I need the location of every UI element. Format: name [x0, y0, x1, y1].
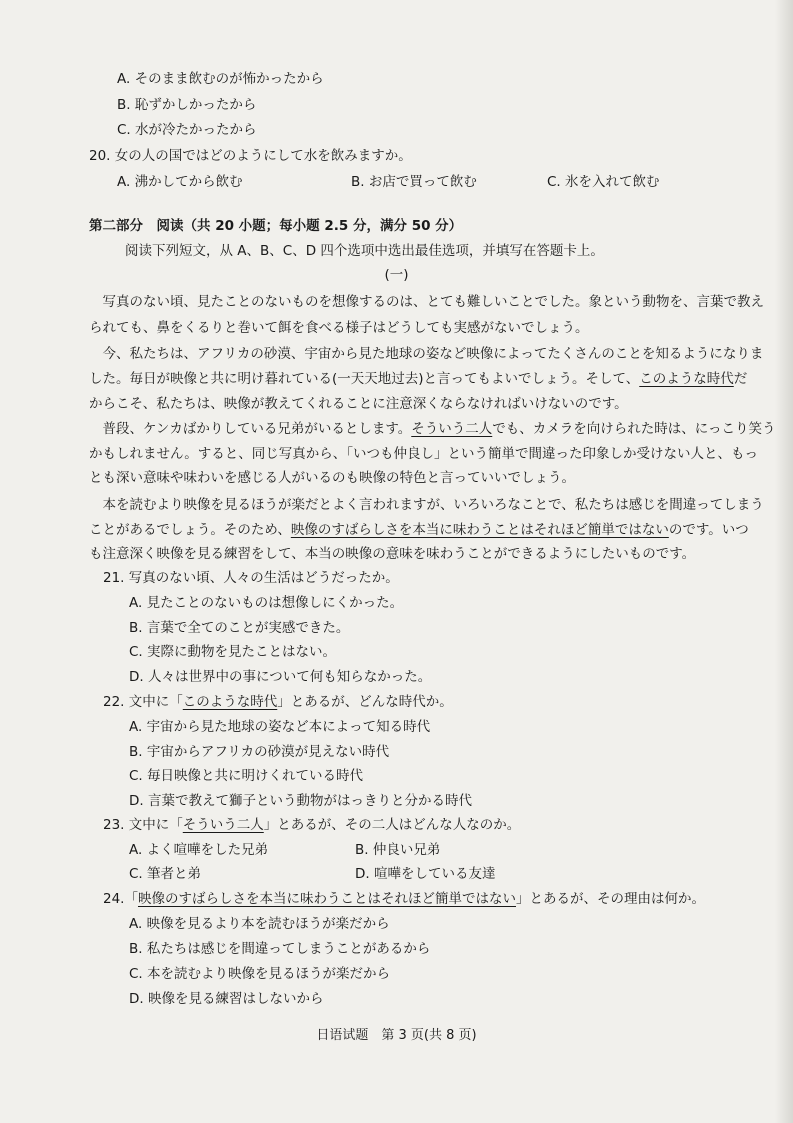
underlined-phrase-this-era: このような時代 — [639, 371, 734, 387]
passage-line: かもしれません。すると、同じ写真から、「いつも仲良し」という簡単で間違った印象しか受けない人と、もっ — [89, 446, 759, 462]
q23-option-a: A. よく喧嘩をした兄弟 — [129, 842, 269, 858]
q20-option-c: C. 氷を入れて飲む — [547, 174, 660, 190]
passage-text: のです。いつ — [668, 522, 749, 538]
q22-option-a: A. 宇宙から見た地球の姿など本によって知る時代 — [129, 719, 431, 735]
q21-option-d: D. 人々は世界中の事について何も知らなかった。 — [129, 669, 432, 685]
passage-text: 普段、ケンカばかりしている兄弟がいるとします。 — [89, 421, 412, 437]
q24-stem-text: 」とあるが、その理由は何か。 — [515, 891, 705, 907]
q23-stem-text: 」とあるが、その二人はどんな人なのか。 — [263, 817, 521, 833]
q19-option-c: C. 水が冷たかったから — [117, 122, 257, 138]
q23-stem — [103, 816, 520, 834]
q20-option-b: B. お店で買って飲む — [351, 174, 477, 190]
q23-option-c: C. 筆者と弟 — [129, 866, 202, 882]
q23-option-b: B. 仲良い兄弟 — [355, 842, 441, 858]
q24-option-a: A. 映像を見るより本を読むほうが楽だから — [129, 916, 390, 932]
passage-line — [89, 370, 747, 388]
passage-text: ことがあるでしょう。そのため、 — [89, 522, 291, 538]
passage-text: でも、カメラを向けられた時は、にっこり笑う — [492, 421, 776, 437]
q23-underlined: そういう二人 — [182, 817, 264, 833]
page-edge-shadow — [775, 0, 793, 1123]
passage-text: だ — [733, 371, 748, 387]
q21-stem: 21. 写真のない頃、人々の生活はどうだったか。 — [103, 570, 399, 586]
passage-line: からこそ、私たちは、映像が教えてくれることに注意深くならなければいけないのです。 — [89, 396, 628, 412]
q23-stem-text: 23. 文中に「 — [103, 817, 183, 833]
passage-line — [89, 420, 775, 438]
underlined-phrase-not-easy: 映像のすばらしさを本当に味わうことはそれほど簡単ではない — [290, 522, 669, 538]
q19-option-a: A. そのまま飲むのが怖かったから — [117, 71, 324, 87]
q19-option-b: B. 恥ずかしかったから — [117, 97, 257, 113]
passage-line: 写真のない頃、見たことのないものを想像するのは、とても難しいことでした。象という動物を、言葉で教え — [89, 294, 764, 310]
q24-stem-text: 24.「 — [103, 891, 138, 907]
q22-stem-text: 」とあるが、どんな時代か。 — [277, 694, 453, 710]
q24-option-b: B. 私たちは感じを間違ってしまうことがあるから — [129, 941, 431, 957]
section-instruction: 阅读下列短文，从 A、B、C、D 四个选项中选出最佳选项，并填写在答题卡上。 — [125, 243, 604, 259]
q21-option-a: A. 見たことのないものは想像しにくかった。 — [129, 595, 404, 611]
passage-line — [89, 521, 749, 539]
q20-stem: 20. 女の人の国ではどのようにして水を飲みますか。 — [89, 148, 412, 164]
q22-stem-text: 22. 文中に「 — [103, 694, 183, 710]
passage-line: 本を読むより映像を見るほうが楽だとよく言われますが、いろいろなことで、私たちは感じを間違ってしまう — [89, 497, 764, 513]
q21-option-c: C. 実際に動物を見たことはない。 — [129, 644, 337, 660]
passage-line: とも深い意味や味わいを感じる人がいるのも映像の特色と言っていいでしょう。 — [89, 470, 575, 486]
q20-option-a: A. 沸かしてから飲む — [117, 174, 243, 190]
q24-option-c: C. 本を読むより映像を見るほうが楽だから — [129, 966, 391, 982]
q22-underlined: このような時代 — [182, 694, 278, 710]
q21-option-b: B. 言葉で全てのことが実感できた。 — [129, 620, 350, 636]
section-title: 第二部分 阅读（共 20 小题；每小题 2.5 分，满分 50 分） — [89, 218, 463, 234]
passage-line: も注意深く映像を見る練習をして、本当の映像の意味を味わうことができるようにしたいものです。 — [89, 546, 696, 562]
passage-text: した。毎日が映像と共に明け暮れている(一天天地过去)と言ってもよいでしょう。そして、 — [89, 371, 640, 387]
q24-underlined: 映像のすばらしさを本当に味わうことはそれほど簡単ではない — [137, 891, 516, 907]
q23-option-d: D. 喧嘩をしている友達 — [355, 866, 496, 882]
page-footer: 日语试题 第 3 页(共 8 页) — [316, 1028, 477, 1043]
q24-option-d: D. 映像を見る練習はしないから — [129, 991, 324, 1007]
q22-option-d: D. 言葉で教えて獅子という動物がはっきりと分かる時代 — [129, 793, 472, 809]
q22-stem — [103, 693, 453, 711]
passage-line: られても、鼻をくるりと巻いて餌を食べる様子はどうしても実感がないでしょう。 — [89, 320, 589, 336]
underlined-phrase-those-two: そういう二人 — [411, 421, 493, 437]
passage-number: (一) — [384, 267, 409, 283]
passage-line: 今、私たちは、アフリカの砂漠、宇宙から見た地球の姿など映像によってたくさんのことを知るようになりま — [89, 346, 764, 362]
q24-stem — [103, 890, 705, 908]
q22-option-b: B. 宇宙からアフリカの砂漠が見えない時代 — [129, 744, 390, 760]
q22-option-c: C. 毎日映像と共に明けくれている時代 — [129, 768, 364, 784]
